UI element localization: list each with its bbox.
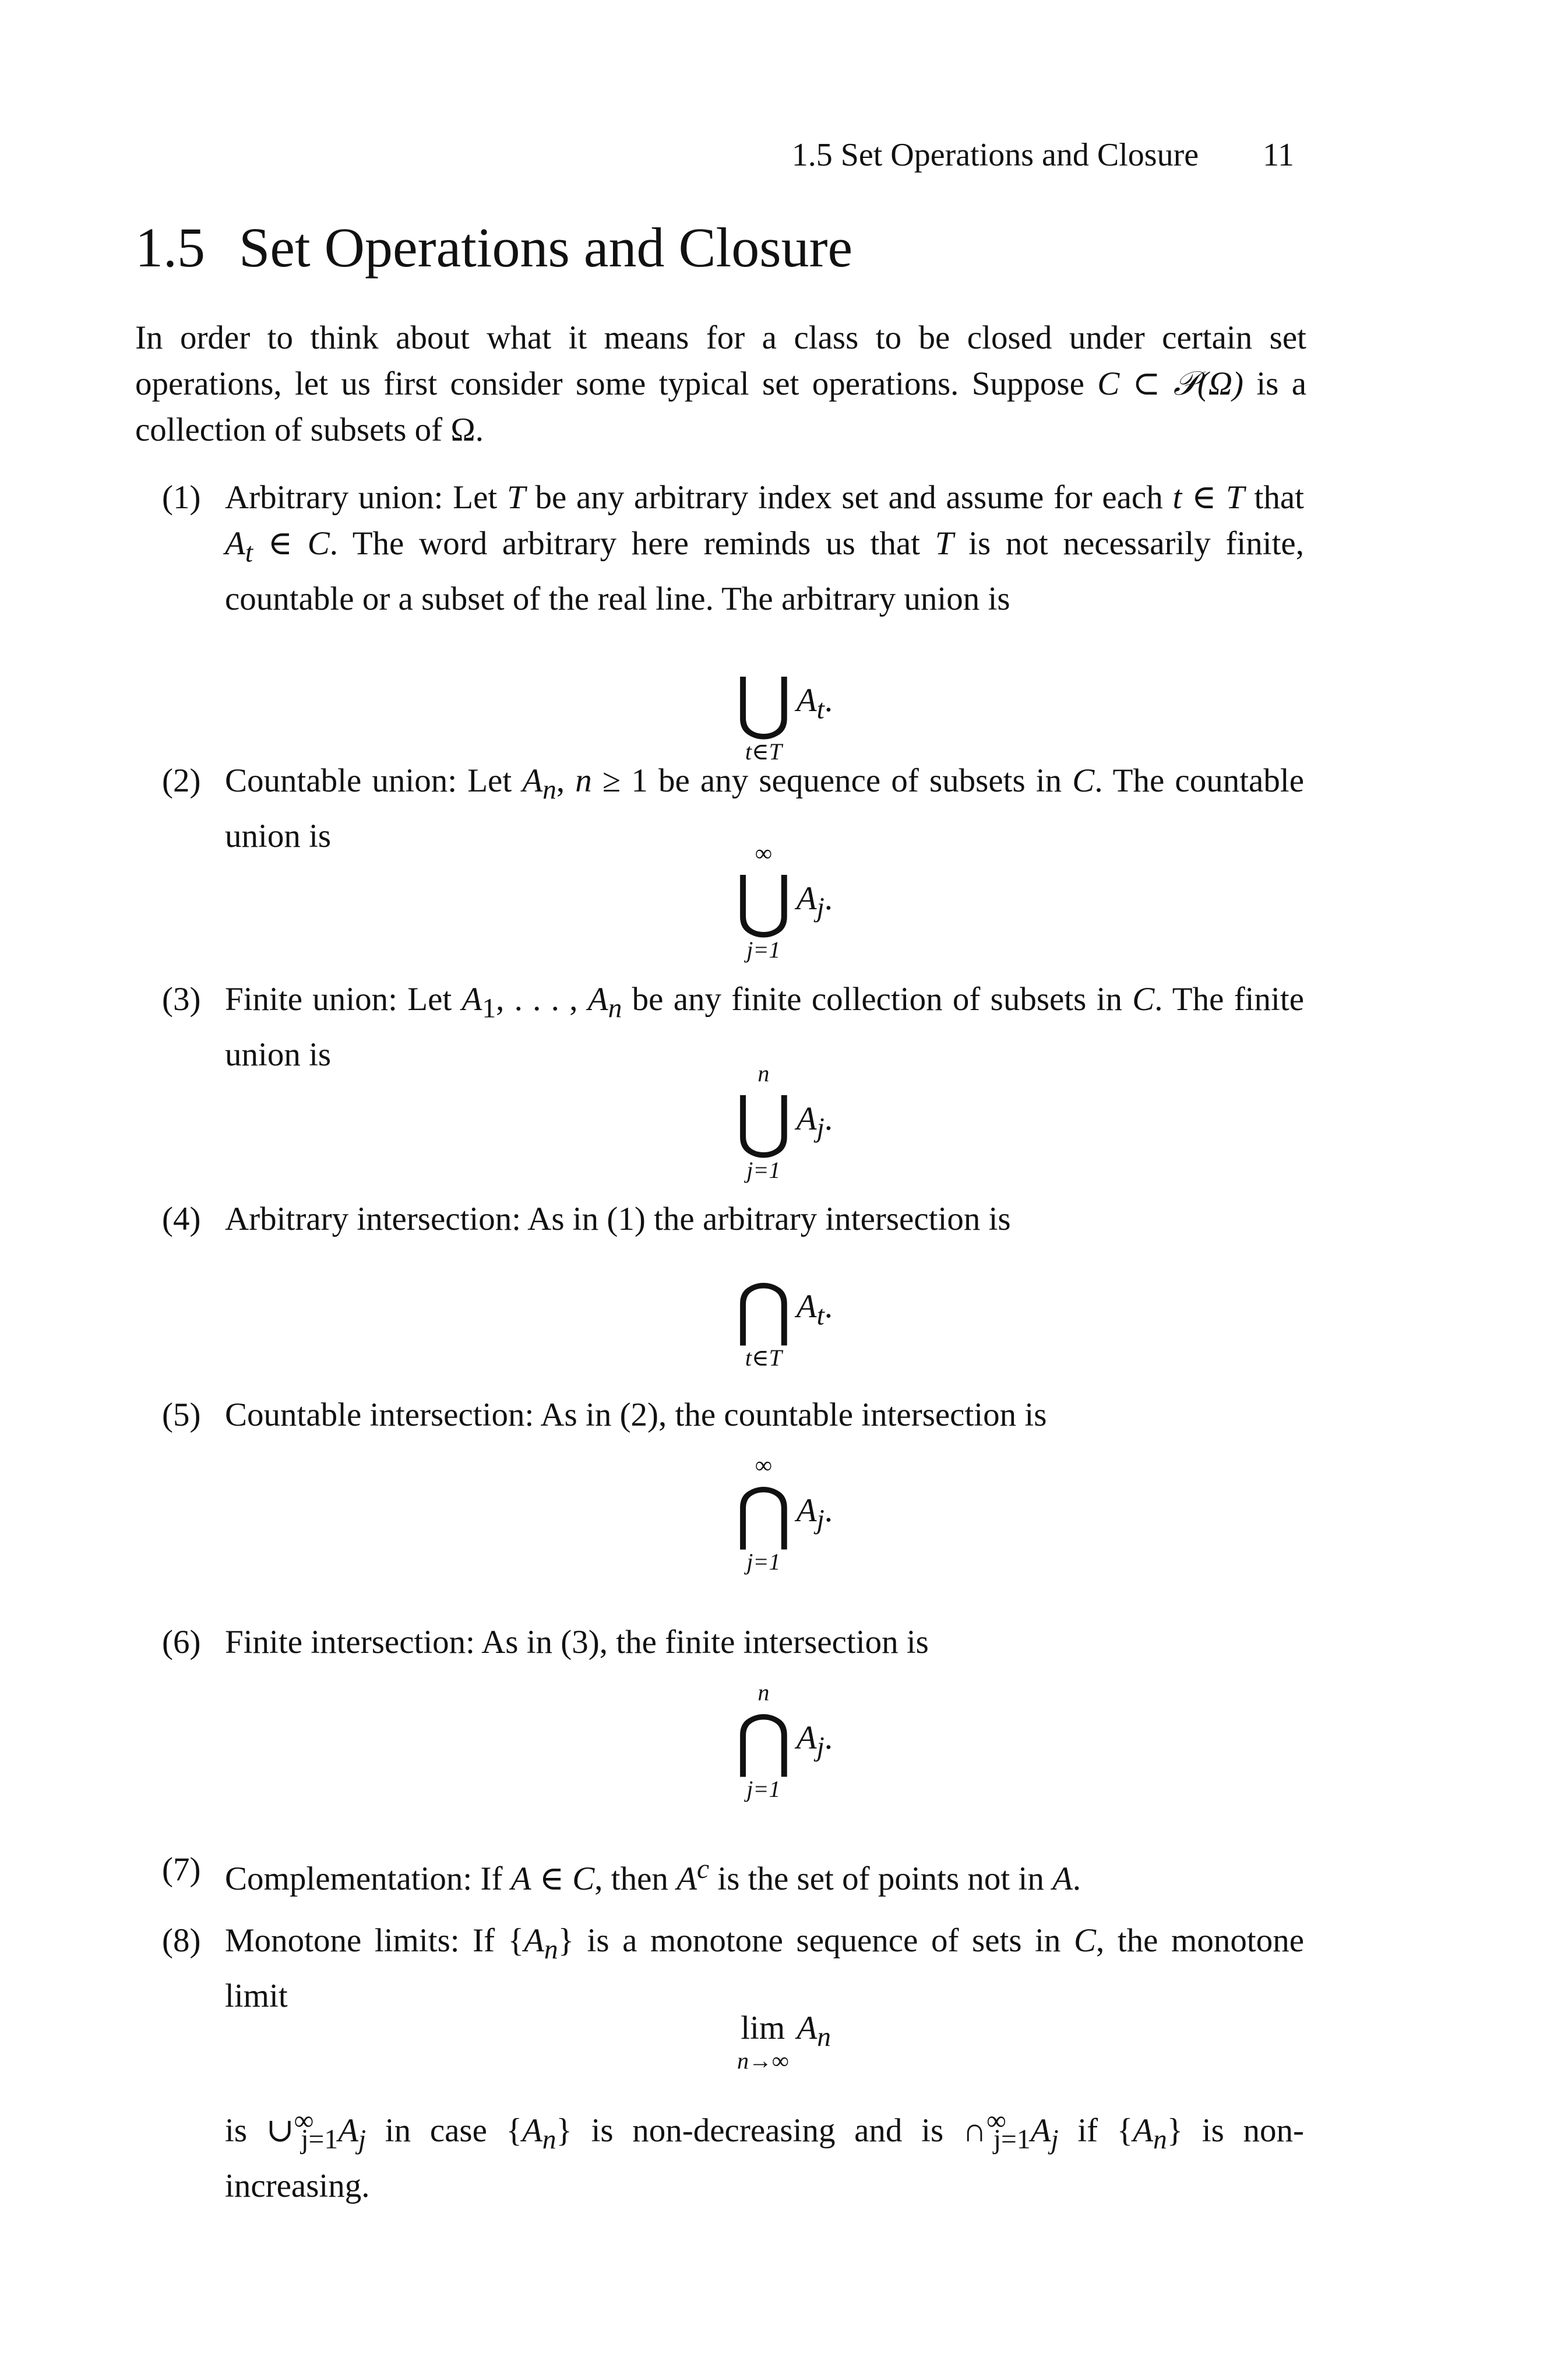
list-item-monotone-limits bbox=[162, 1918, 1304, 2019]
intro-text: In order to think about what it means for a class to be closed under certain set operations, let us first consider some typical set operations. Suppose bbox=[135, 319, 1306, 402]
math-c: C bbox=[1097, 365, 1120, 402]
list-item-arbitrary-intersection bbox=[162, 1196, 1304, 1242]
page-number: 11 bbox=[1263, 137, 1294, 173]
formula-monotone-limit: lim n→∞ $A_n$ bbox=[737, 2010, 831, 2074]
running-title: 1.5 Set Operations and Closure bbox=[791, 137, 1199, 173]
item-body: Arbitrary union: Let T be any arbitrary index set and assume for each t ∈ T that $A_t$ ∈ C. The word arbitrary here reminds us that T is not necessarily finite, countable or a subset of the real line. The arbitrary union is bbox=[225, 479, 1304, 618]
item-label: (5) bbox=[162, 1396, 201, 1433]
monotone-limit-explanation: is $\cup^\infty_{j=1}A_j$ in case $\{A_n\}$ is non-decreasing and is $\cap^\infty_{j=1}A_j$ if $\{A_n\}$ is non-increasing. bbox=[225, 2106, 1304, 2205]
list-item-arbitrary-union bbox=[162, 474, 1304, 622]
item-label: (4) bbox=[162, 1201, 201, 1237]
item-label: (6) bbox=[162, 1624, 201, 1661]
section-number: 1.5 bbox=[135, 216, 205, 279]
item-label: (1) bbox=[162, 479, 201, 516]
list-item-countable-intersection bbox=[162, 1392, 1304, 1438]
item-body: Arbitrary intersection: As in (1) the arbitrary intersection is bbox=[225, 1201, 1011, 1237]
formula-arbitrary-union: ⋃ t∈T $A_t$. bbox=[735, 665, 833, 765]
formula-finite-intersection: n ⋂ j=1 $A_j$. bbox=[735, 1679, 833, 1802]
item-body: Countable union: Let $A_n$, n ≥ 1 be any sequence of subsets in C. The countable union is bbox=[225, 762, 1304, 855]
item-body: Monotone limits: If $\{A_n\}$ is a monotone sequence of sets in C, the monotone limit bbox=[225, 1922, 1305, 2015]
item-label: (7) bbox=[162, 1851, 201, 1888]
formula-arbitrary-intersection: ⋂ t∈T $A_t$. bbox=[735, 1271, 833, 1371]
intersection-operator: ⋂ bbox=[735, 1702, 792, 1779]
list-item-complementation bbox=[162, 1846, 1304, 1902]
item-body: Complementation: If A ∈ C, then $A^c$ is the set of points not in A. bbox=[225, 1854, 1081, 1897]
list-item-finite-intersection bbox=[162, 1619, 1304, 1665]
section-title: Set Operations and Closure bbox=[239, 216, 853, 279]
union-operator: ⋃ bbox=[735, 1083, 792, 1160]
section-heading bbox=[135, 217, 852, 279]
item-label: (2) bbox=[162, 762, 201, 799]
formula-countable-union: ∞ ⋃ j=1 $A_j$. bbox=[735, 840, 833, 963]
intersection-operator: ⋂ bbox=[735, 1271, 792, 1348]
math-subset: ⊂ bbox=[1119, 365, 1174, 402]
item-body: Finite union: Let $A_1$, . . . , $A_n$ be any finite collection of subsets in C. The finite union is bbox=[225, 981, 1304, 1074]
intersection-operator: ⋂ bbox=[735, 1475, 792, 1552]
item-label: (8) bbox=[162, 1922, 201, 1959]
union-operator: ⋃ bbox=[735, 863, 792, 940]
running-header bbox=[792, 139, 1294, 171]
intro-paragraph bbox=[135, 315, 1306, 453]
intro-text-end: is a collection of subsets of Ω. bbox=[135, 365, 1306, 448]
item-label: (3) bbox=[162, 981, 201, 1018]
formula-finite-union: n ⋃ j=1 $A_j$. bbox=[735, 1060, 833, 1183]
lim-word: lim bbox=[741, 2010, 785, 2046]
formula-countable-intersection: ∞ ⋂ j=1 $A_j$. bbox=[735, 1452, 833, 1575]
math-power-set: 𝒫(Ω) bbox=[1173, 365, 1243, 402]
item-body: Countable intersection: As in (2), the countable intersection is bbox=[225, 1396, 1047, 1433]
union-operator: ⋃ bbox=[735, 665, 792, 741]
item-body: Finite intersection: As in (3), the finite intersection is bbox=[225, 1624, 929, 1661]
